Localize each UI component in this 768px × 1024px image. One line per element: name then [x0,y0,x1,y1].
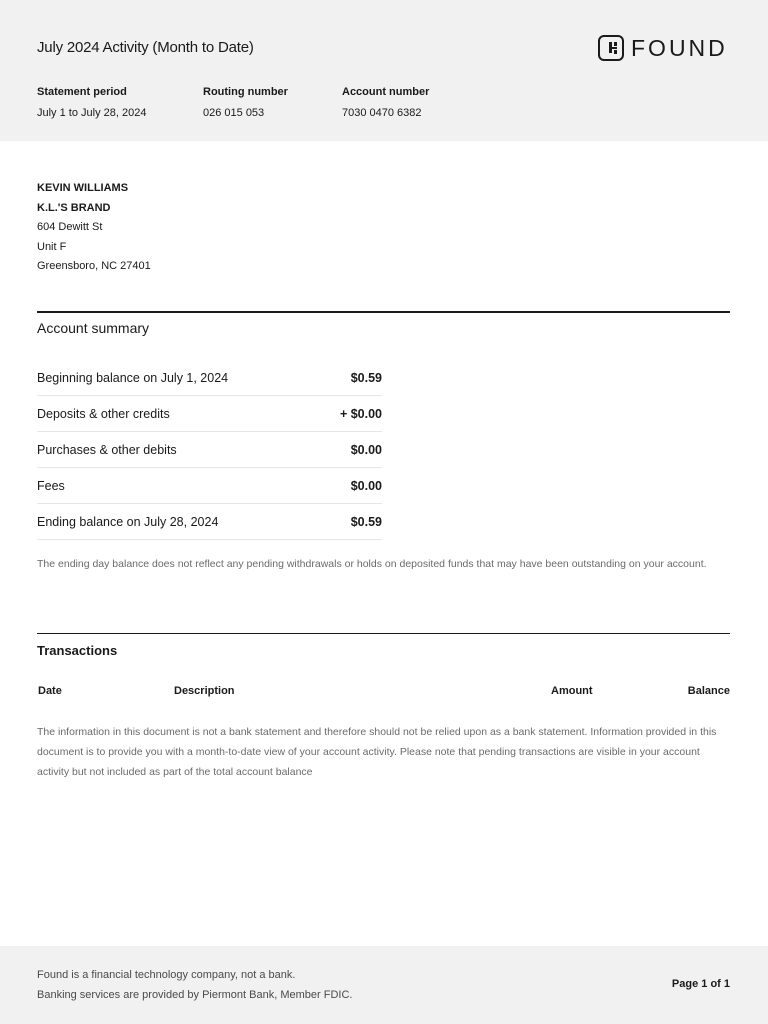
account-summary-title: Account summary [37,320,150,336]
summary-amount: $0.00 [350,478,382,493]
summary-row-purchases [37,432,382,468]
transactions-title: Transactions [37,643,118,658]
found-logo-icon [598,35,624,61]
summary-row-deposits [37,396,382,432]
balance-note: The ending day balance does not reflect any pending withdrawals or holds on deposited funds that may have been outstanding on your account. [37,558,707,570]
summary-divider [37,311,730,313]
summary-row-beginning-balance [37,360,382,396]
summary-label: Beginning balance on July 1, 2024 [37,370,229,385]
summary-row-ending-balance [37,504,382,540]
business-name: K.L.'S BRAND [37,201,111,214]
statement-disclaimer: The information in this document is not a bank statement and therefore should not be relied upon as a bank statement. Information provided in this document is to provide you with a month-to-date view of your account activity. Please note that pending transactions are visible in your account activity but not included as part of the total account balance [37,726,717,778]
address-city: Greensboro, NC 27401 [37,260,151,272]
routing-number-label: Routing number [203,86,288,98]
summary-amount: $0.59 [350,514,382,529]
address-street: 604 Dewitt St [37,221,103,233]
statement-period [37,86,146,119]
column-header-description: Description [174,685,235,697]
account-summary-table [37,360,382,540]
found-logo [598,33,728,63]
statement-period-value: July 1 to July 28, 2024 [37,107,147,119]
account-holder-name: KEVIN WILLIAMS [37,182,129,194]
statement-header [0,0,768,141]
footer-line-2: Banking services are provided by Piermont Bank, Member FDIC. [37,989,353,1001]
account-number-value: 7030 0470 6382 [342,107,422,119]
page-title: July 2024 Activity (Month to Date) [37,39,254,56]
routing-number [203,86,288,119]
summary-label: Purchases & other debits [37,442,177,457]
column-header-amount: Amount [551,685,593,697]
mailing-address [37,179,151,277]
footer-line-1: Found is a financial technology company, not a bank. [37,969,296,981]
routing-number-value: 026 015 053 [203,107,265,119]
address-unit: Unit F [37,240,67,253]
summary-amount: + $0.00 [339,406,382,421]
statement-period-label: Statement period [37,86,127,98]
summary-label: Fees [37,478,65,493]
account-number-label: Account number [342,86,430,98]
summary-label: Ending balance on July 28, 2024 [37,514,219,529]
account-number [342,86,429,119]
summary-label: Deposits & other credits [37,406,170,421]
page-number: Page 1 of 1 [671,978,730,990]
logo-wordmark: FOUND [631,34,728,61]
summary-amount: $0.00 [350,442,382,457]
page-footer [0,946,768,1024]
transactions-divider [37,633,730,634]
summary-amount: $0.59 [350,370,382,385]
column-header-balance: Balance [687,685,730,697]
column-header-date: Date [38,685,62,697]
footer-disclosure [37,965,352,1005]
summary-row-fees [37,468,382,504]
